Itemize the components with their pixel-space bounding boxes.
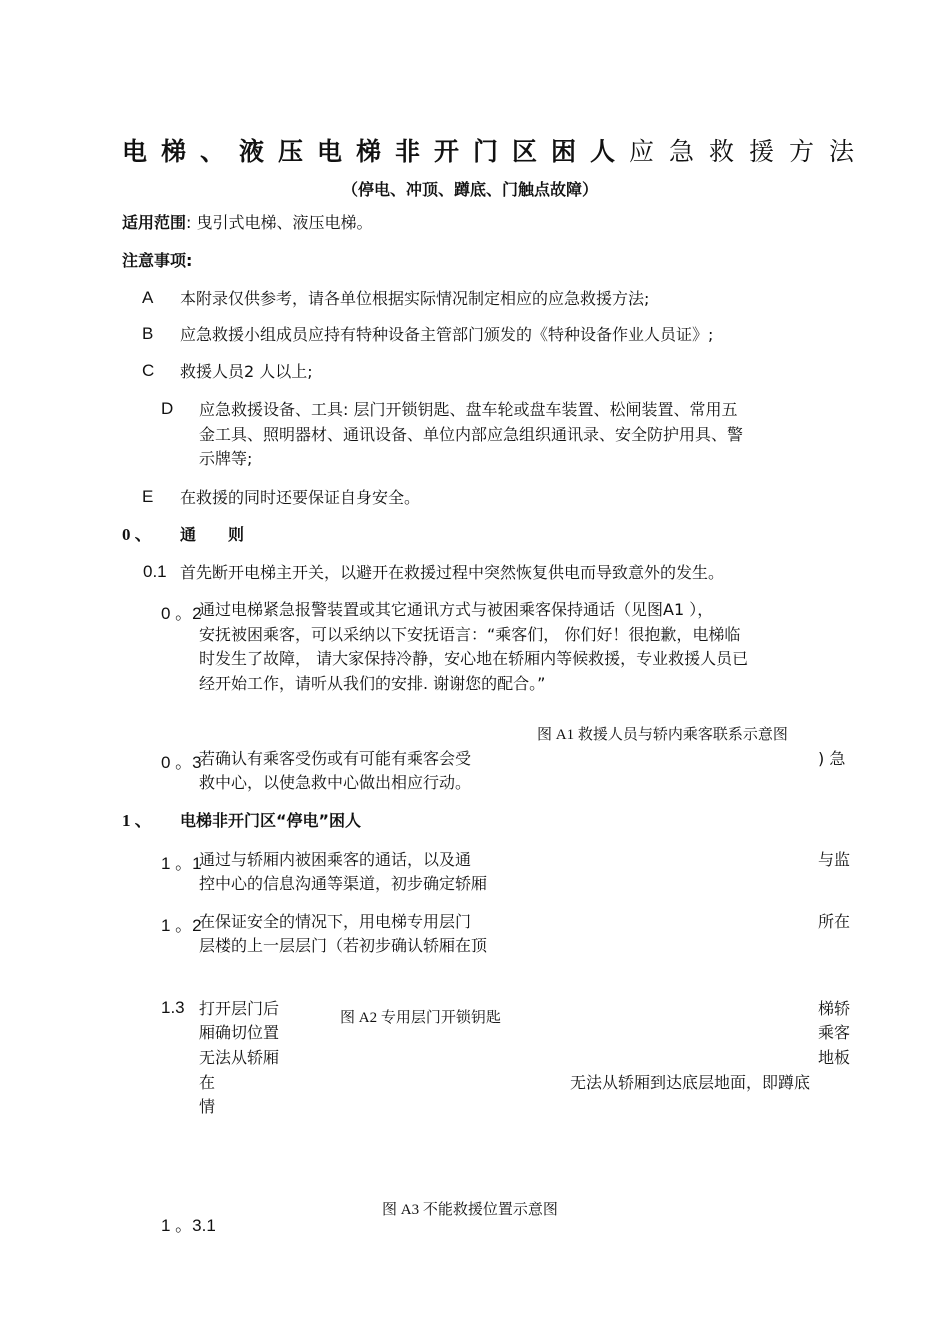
note-b-label: B: [142, 324, 154, 343]
note-a-text: 本附录仅供参考，请各单位根据实际情况制定相应的应急救援方法;: [180, 289, 650, 308]
s13-right-2: 乘客: [818, 1023, 851, 1042]
s01-label: 0.1: [143, 562, 167, 581]
section-1-number: 1 、: [122, 811, 152, 830]
s13-label: 1.3: [161, 998, 185, 1017]
s13-tail-text: 无法从轿厢到达底层地面，即蹲底: [570, 1073, 811, 1092]
s03-line1: 若确认有乘客受伤或有可能有乘客会受: [199, 749, 472, 768]
note-d-line1: 应急救援设备、工具: 层门开锁钥匙、盘车轮或盘车装置、松闸装置、常用五: [199, 400, 738, 419]
section-1-heading: 电梯非开门区“停电”困人: [180, 811, 362, 830]
page-subtitle: （停电、冲顶、蹲底、门触点故障）: [342, 180, 599, 199]
note-d-line3: 示牌等;: [199, 449, 253, 468]
figure-a3-caption: 图 A3 不能救援位置示意图: [382, 1202, 558, 1218]
note-c-label: C: [142, 361, 155, 380]
section-0-heading: 通 则: [180, 525, 245, 544]
scope-text: : 曳引式电梯、液压电梯。: [186, 213, 373, 232]
s12-label: 1 。2: [161, 916, 202, 935]
note-c-text: 救援人员2 人以上;: [180, 362, 313, 381]
s03-line2: 救中心，以使急救中心做出相应行动。: [199, 773, 472, 792]
s11-right-fragment: 与监: [818, 850, 851, 869]
s13-line2: 厢确切位置: [199, 1023, 280, 1042]
title-bold-part: 电梯、液压电梯非开门区困人: [122, 137, 630, 166]
s13-line5: 情: [199, 1097, 216, 1116]
note-a-label: A: [142, 288, 154, 307]
s02-line2: 安抚被困乘客，可以采纳以下安抚语言：“乘客们， 你们好！很抱歉，电梯临: [199, 625, 741, 644]
note-d-label: D: [161, 399, 174, 418]
title-light-part: 应急救援方法: [629, 137, 870, 166]
s02-line1: 通过电梯紧急报警装置或其它通讯方式与被困乘客保持通话（见图A1 ），: [199, 600, 714, 619]
section-0-number: 0 、: [122, 525, 152, 544]
s02-line3: 时发生了故障， 请大家保持冷静，安心地在轿厢内等候救援，专业救援人员已: [199, 649, 749, 668]
page-title: [122, 132, 869, 168]
scope-label: 适用范围: [122, 213, 187, 232]
s12-right-fragment: 所在: [818, 912, 851, 931]
s13-line3: 无法从轿厢: [199, 1048, 280, 1067]
note-e-label: E: [142, 487, 154, 506]
note-e-text: 在救援的同时还要保证自身安全。: [180, 488, 421, 507]
s11-line2: 控中心的信息沟通等渠道，初步确定轿厢: [199, 874, 488, 893]
s11-line1: 通过与轿厢内被困乘客的通话，以及通: [199, 850, 472, 869]
s02-label: 0 。2: [161, 604, 202, 623]
figure-a1-caption: 图 A1 救援人员与轿内乘客联系示意图: [537, 727, 788, 743]
s12-line1: 在保证安全的情况下，用电梯专用层门: [199, 912, 472, 931]
note-b-text: 应急救援小组成员应持有特种设备主管部门颁发的《特种设备作业人员证》;: [180, 325, 714, 344]
s03-right-fragment: ) 急: [818, 749, 846, 768]
s03-label: 0 。3: [161, 753, 202, 772]
s11-label: 1 。1: [161, 854, 202, 873]
s02-line4: 经开始工作，请听从我们的安排. 谢谢您的配合。”: [199, 674, 546, 693]
scope-line: [122, 211, 373, 235]
notes-heading: 注意事项:: [122, 251, 193, 270]
s13-line1: 打开层门后: [199, 999, 280, 1018]
s13-right-3: 地板: [818, 1048, 851, 1067]
s13-right-1: 梯轿: [818, 999, 851, 1018]
s131-label: 1 。3.1: [161, 1216, 216, 1235]
s13-line4: 在: [199, 1073, 216, 1092]
s01-text: 首先断开电梯主开关，以避开在救援过程中突然恢复供电而导致意外的发生。: [180, 563, 725, 582]
s12-line2: 层楼的上一层层门（若初步确认轿厢在顶: [199, 936, 488, 955]
figure-a2-caption: 图 A2 专用层门开锁钥匙: [340, 1010, 501, 1026]
note-d-line2: 金工具、照明器材、通讯设备、单位内部应急组织通讯录、安全防护用具、警: [199, 425, 744, 444]
